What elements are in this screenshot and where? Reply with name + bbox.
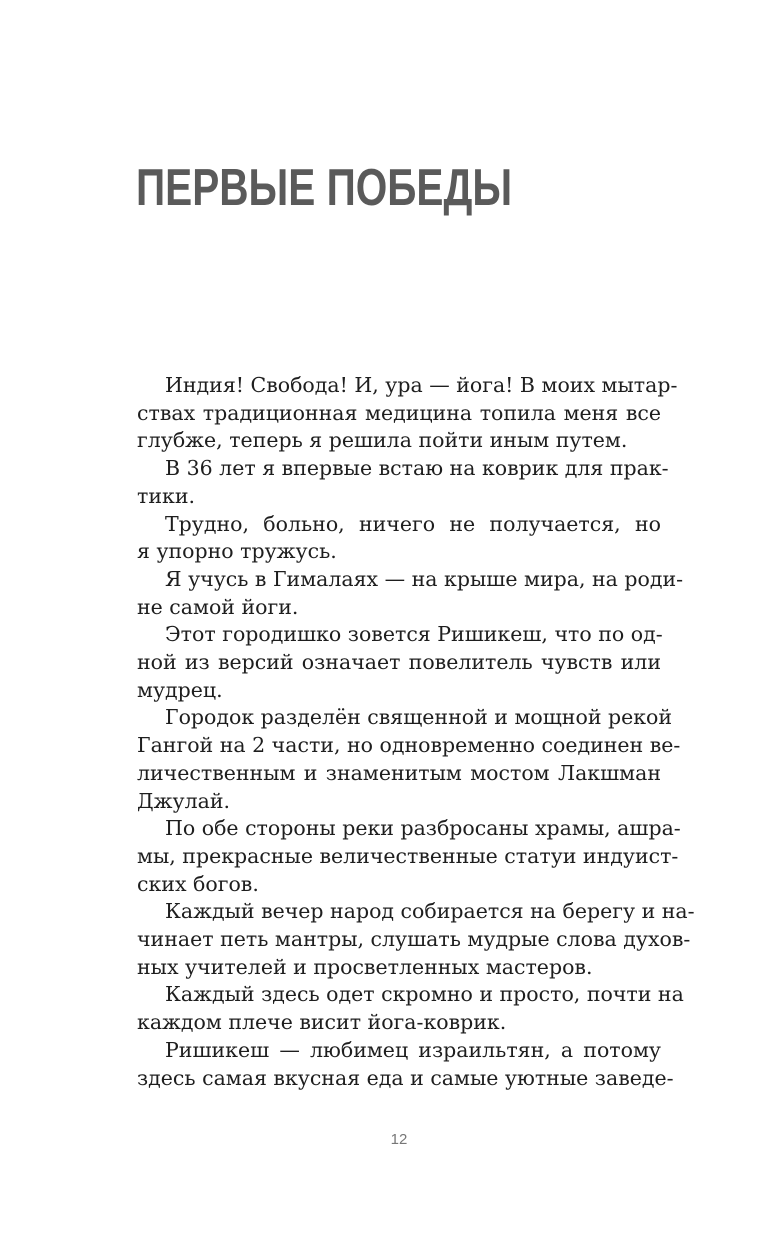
text-line: По обе стороны реки разбросаны храмы, ашра-	[165, 816, 681, 841]
text-line: ствах традиционная медицина топила меня все	[137, 400, 661, 425]
text-line: глубже, теперь я решила пойти иным путем.	[137, 428, 628, 453]
paragraph	[137, 704, 681, 815]
text-line: ских богов.	[137, 871, 259, 896]
text-line: Каждый вечер народ собирается на берегу и на-	[165, 899, 695, 924]
paragraph	[137, 1037, 674, 1092]
text-line: каждом плече висит йога-коврик.	[137, 1010, 507, 1035]
text-line: тики.	[137, 483, 195, 508]
paragraph	[137, 566, 684, 621]
paragraph	[137, 372, 678, 455]
page-number: 12	[390, 1131, 408, 1148]
paragraph	[137, 815, 681, 898]
text-line: Городок разделён священной и мощной рекой	[165, 705, 673, 730]
text-line: Ришикеш — любимец израильтян, а потому	[165, 1037, 661, 1062]
text-line: Джулай.	[137, 788, 231, 813]
text-line: здесь самая вкусная еда и самые уютные заведе-	[137, 1065, 674, 1090]
chapter-title: ПЕРВЫЕ ПОБЕДЫ	[136, 159, 513, 217]
text-line: мы, прекрасные величественные статуи индуист-	[137, 843, 679, 868]
paragraph	[137, 621, 661, 704]
paragraph	[137, 898, 695, 981]
paragraph	[137, 981, 684, 1036]
text-line: В 36 лет я впервые встаю на коврик для прак-	[165, 456, 669, 481]
text-line: я упорно тружусь.	[137, 539, 337, 564]
text-line: мудрец.	[137, 677, 223, 702]
text-line: ной из версий означает повелитель чувств или	[137, 650, 661, 675]
text-line: личественным и знаменитым мостом Лакшман	[137, 760, 661, 785]
text-line: Я учусь в Гималаях — на крыше мира, на роди-	[165, 566, 684, 591]
text-line: не самой йоги.	[137, 594, 299, 619]
body-text	[137, 372, 695, 1092]
paragraph	[137, 511, 661, 566]
text-line: Индия! Свобода! И, ура — йога! В моих мытар-	[165, 373, 678, 397]
text-line: ных учителей и просветленных мастеров.	[137, 954, 593, 979]
text-line: чинает петь мантры, слушать мудрые слова духов-	[137, 927, 691, 952]
text-line: Этот городишко зовется Ришикеш, что по од-	[165, 622, 663, 647]
paragraph	[137, 455, 669, 510]
text-line: Трудно, больно, ничего не получается, но	[165, 511, 661, 536]
text-line: Каждый здесь одет скромно и просто, почти на	[165, 982, 684, 1007]
text-line: Гангой на 2 части, но одновременно соединен ве-	[137, 733, 681, 758]
